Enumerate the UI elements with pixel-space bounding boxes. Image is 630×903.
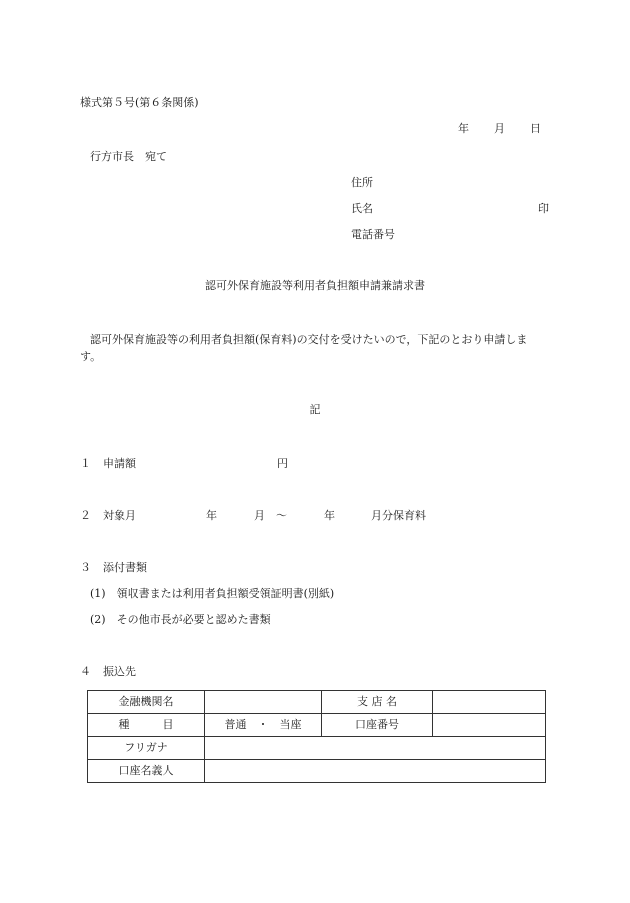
item1-number: １ bbox=[80, 457, 91, 470]
seal-label: 印 bbox=[538, 202, 549, 215]
furigana-label: フリガナ bbox=[88, 737, 205, 760]
account-number-field[interactable] bbox=[433, 714, 546, 737]
item3-sub1: (1) 領収書または利用者負担額受領証明書(別紙) bbox=[90, 587, 335, 600]
account-holder-field[interactable] bbox=[205, 760, 546, 783]
item2-month1: 月 bbox=[254, 509, 265, 522]
date-day-label: 日 bbox=[530, 122, 541, 135]
body-text-line-2: す。 bbox=[80, 350, 102, 363]
form-number: 様式第５号(第６条関係) bbox=[80, 96, 199, 109]
item2-year1: 年 bbox=[206, 509, 217, 522]
address-label: 住所 bbox=[351, 176, 373, 189]
item2-label: 対象月 bbox=[103, 509, 136, 522]
table-row bbox=[88, 714, 546, 737]
table-row bbox=[88, 737, 546, 760]
body-text-line-1: 認可外保育施設等の利用者負担額(保育料)の交付を受けたいので，下記のとおり申請しま bbox=[90, 333, 528, 346]
account-number-label: 口座番号 bbox=[322, 714, 433, 737]
branch-label: 支 店 名 bbox=[322, 691, 433, 714]
document-title: 認可外保育施設等利用者負担額申請兼請求書 bbox=[205, 279, 425, 292]
furigana-field[interactable] bbox=[205, 737, 546, 760]
bank-name-field[interactable] bbox=[205, 691, 322, 714]
addressee: 行方市長 宛て bbox=[90, 150, 167, 163]
phone-label: 電話番号 bbox=[351, 228, 395, 241]
name-label: 氏名 bbox=[351, 202, 373, 215]
item2-suffix: 月分保育料 bbox=[371, 509, 426, 522]
table-row bbox=[88, 691, 546, 714]
branch-field[interactable] bbox=[433, 691, 546, 714]
item2-number: ２ bbox=[80, 509, 91, 522]
table-row bbox=[88, 760, 546, 783]
bank-name-label: 金融機関名 bbox=[88, 691, 205, 714]
item2-tilde: ～ bbox=[276, 509, 287, 522]
item3-number: ３ bbox=[80, 561, 91, 574]
item4-number: ４ bbox=[80, 665, 91, 678]
item3-label: 添付書類 bbox=[103, 561, 147, 574]
ki-heading: 記 bbox=[309, 403, 321, 416]
account-holder-label: 口座名義人 bbox=[88, 760, 205, 783]
date-month-label: 月 bbox=[494, 122, 505, 135]
date-year-label: 年 bbox=[458, 122, 469, 135]
item3-sub2: (2) その他市長が必要と認めた書類 bbox=[90, 613, 271, 626]
item2-year2: 年 bbox=[324, 509, 335, 522]
account-type-label: 種 目 bbox=[88, 714, 205, 737]
item1-label: 申請額 bbox=[103, 457, 136, 470]
item4-label: 振込先 bbox=[103, 665, 136, 678]
bank-account-table bbox=[87, 690, 546, 783]
item1-unit: 円 bbox=[277, 457, 288, 470]
account-type-field[interactable]: 普通 ・ 当座 bbox=[205, 714, 322, 737]
